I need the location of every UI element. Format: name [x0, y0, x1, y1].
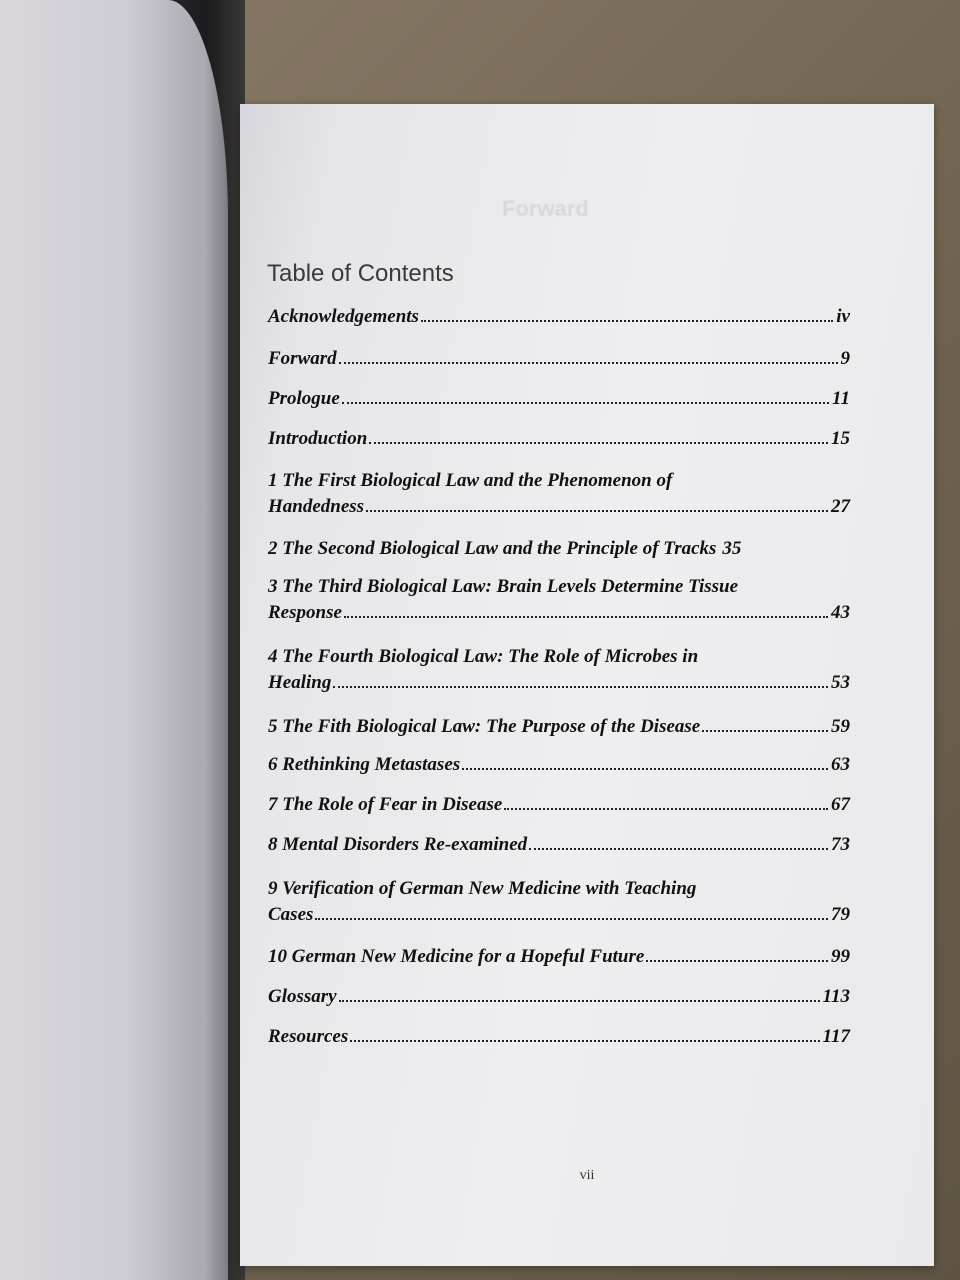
toc-list: [268, 300, 850, 1058]
toc-entry-title-line: 1 The First Biological Law and the Phenomenon of: [268, 470, 673, 491]
toc-entry-label: Cases: [268, 904, 314, 925]
dot-leader: [344, 616, 828, 618]
toc-entry-label: Glossary: [268, 986, 337, 1007]
right-page: [240, 104, 934, 1266]
dot-leader: [315, 918, 828, 920]
toc-entry-label: Introduction: [268, 428, 368, 449]
toc-entry-label: 7 The Role of Fear in Disease: [268, 794, 503, 815]
toc-entry-label: 8 Mental Disorders Re-examined: [268, 834, 528, 855]
dot-leader: [504, 808, 828, 810]
toc-title: Table of Contents: [267, 260, 454, 287]
toc-entry-page: 53: [831, 672, 850, 693]
toc-entry-label: Forward: [268, 348, 337, 369]
toc-entry: [268, 568, 850, 638]
toc-entry: [268, 786, 850, 826]
toc-entry: [268, 530, 850, 568]
dot-leader: [333, 686, 828, 688]
toc-entry: [268, 460, 850, 530]
toc-entry: [268, 826, 850, 866]
toc-entry-page: 79: [831, 904, 850, 925]
toc-entry-page: 35: [722, 538, 742, 559]
toc-entry-label: Healing: [268, 672, 332, 693]
dot-leader: [342, 402, 829, 404]
toc-entry-page: 113: [822, 986, 850, 1007]
dot-leader: [421, 320, 833, 322]
toc-entry-page: 73: [831, 834, 850, 855]
toc-entry-page: 63: [831, 754, 850, 775]
dot-leader: [646, 960, 828, 962]
toc-entry: [268, 1018, 850, 1058]
toc-entry-page: 15: [831, 428, 850, 449]
toc-entry: [268, 938, 850, 978]
toc-entry-label: Response: [268, 602, 342, 623]
toc-entry-label: 10 German New Medicine for a Hopeful Future: [268, 946, 645, 967]
dot-leader: [339, 1000, 820, 1002]
toc-entry: [268, 708, 850, 746]
dot-leader: [339, 362, 838, 364]
toc-entry: [268, 866, 850, 938]
dot-leader: [366, 510, 828, 512]
toc-entry-page: 11: [832, 388, 850, 409]
toc-entry-label: Resources: [268, 1026, 349, 1047]
toc-entry-label: 5 The Fith Biological Law: The Purpose of the Disease: [268, 716, 701, 737]
toc-entry: [268, 746, 850, 786]
bleed-through-heading: Forward: [502, 196, 589, 221]
toc-entry-page: 117: [822, 1026, 850, 1047]
toc-entry: [268, 638, 850, 708]
dot-leader: [529, 848, 828, 850]
dot-leader: [369, 442, 828, 444]
toc-entry-label: Acknowledgements: [268, 306, 419, 327]
toc-entry: [268, 300, 850, 340]
toc-entry-page: 99: [831, 946, 850, 967]
toc-entry-title-line: 3 The Third Biological Law: Brain Levels Determine Tissue: [268, 576, 739, 597]
toc-entry: [268, 380, 850, 420]
toc-entry-page: 43: [831, 602, 850, 623]
toc-entry: [268, 420, 850, 460]
toc-entry-label: 6 Rethinking Metastases: [268, 754, 461, 775]
toc-entry: [268, 340, 850, 380]
toc-entry-page: iv: [836, 306, 850, 327]
toc-entry-title-line: 4 The Fourth Biological Law: The Role of Microbes in: [268, 646, 699, 667]
toc-entry: [268, 978, 850, 1018]
toc-entry-page: 27: [831, 496, 850, 517]
toc-entry-page: 9: [840, 348, 850, 369]
left-page: [0, 0, 228, 1280]
toc-entry-page: 59: [831, 716, 850, 737]
dot-leader: [350, 1040, 819, 1042]
toc-entry-label: Handedness: [268, 496, 365, 517]
toc-entry-label: 2 The Second Biological Law and the Principle of Tracks: [268, 538, 717, 559]
dot-leader: [462, 768, 828, 770]
toc-entry-title-line: 9 Verification of German New Medicine with Teaching: [268, 878, 697, 899]
dot-leader: [702, 730, 828, 732]
toc-entry-label: Prologue: [268, 388, 340, 409]
toc-entry-page: 67: [831, 794, 850, 815]
left-page-bleed-through: [0, 120, 228, 337]
page-number: vii: [579, 1168, 595, 1183]
